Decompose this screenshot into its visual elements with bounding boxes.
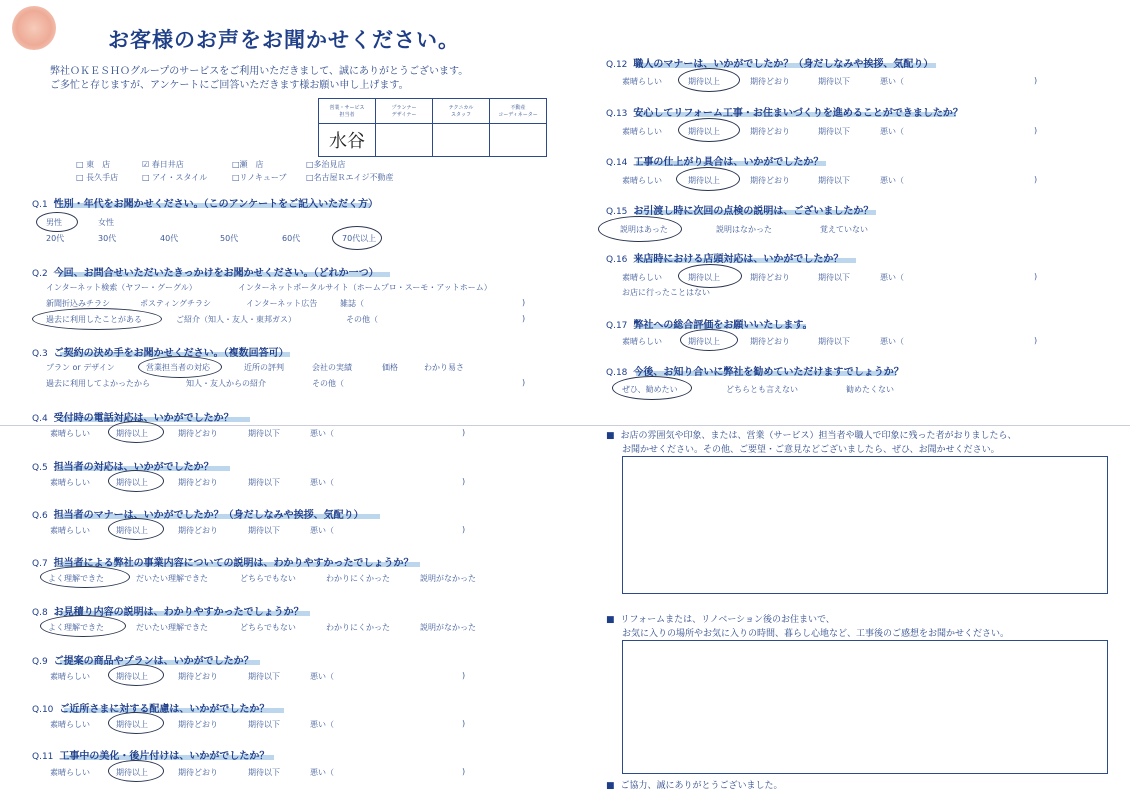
q2-past-use[interactable]: 過去に利用したことがある <box>46 315 142 324</box>
q3-reputation[interactable]: 近所の評判 <box>244 363 284 372</box>
q16-opt-never-visited[interactable]: お店に行ったことはない <box>622 288 710 297</box>
q16-opt-meets[interactable]: 期待どおり <box>750 273 790 282</box>
q11-opt-poor-close: ) <box>462 767 466 776</box>
q9-opt-above[interactable]: 期待以上 <box>116 672 148 681</box>
q11-opt-below[interactable]: 期待以下 <box>248 768 280 777</box>
q9-title: Q.9 ご提案の商品やプランは、いかがでしたか？ <box>32 656 254 667</box>
q3-price[interactable]: 価格 <box>382 363 398 372</box>
q1-male-circle <box>36 212 78 232</box>
staff-sales-cell[interactable] <box>319 124 376 157</box>
q13-opt-poor[interactable]: 悪い（ <box>880 127 904 136</box>
q1-70s-plus[interactable]: 70代以上 <box>342 234 377 243</box>
q11-opt-above[interactable]: 期待以上 <box>116 768 148 777</box>
q2-internet-search[interactable]: インターネット検索（ヤフー・グーグル） <box>46 283 197 292</box>
q6-opt-above[interactable]: 期待以上 <box>116 526 148 535</box>
q11-opt-poor[interactable]: 悪い（ <box>310 768 334 777</box>
q5-opt-poor-close: ) <box>462 477 466 486</box>
q3-other[interactable]: その他（ <box>312 379 344 388</box>
q18-opt-neutral[interactable]: どちらとも言えない <box>726 385 798 394</box>
q17-opt-above[interactable]: 期待以上 <box>688 337 720 346</box>
q3-past-good[interactable]: 過去に利用してよかったから <box>46 379 150 388</box>
q5-opt-meets[interactable]: 期待どおり <box>178 478 218 487</box>
q12-opt-poor-close: ) <box>1034 76 1038 85</box>
q4-opt-meets[interactable]: 期待どおり <box>178 429 218 438</box>
q13-circle <box>678 118 740 142</box>
q5-opt-above[interactable]: 期待以上 <box>116 478 148 487</box>
q18-circle <box>612 376 692 400</box>
intro-line-2: ご多忙と存じますが、アンケートにご回答いただきます様お願い申し上げます。 <box>50 80 409 91</box>
q9-opt-meets[interactable]: 期待どおり <box>178 672 218 681</box>
q5-opt-below[interactable]: 期待以下 <box>248 478 280 487</box>
q7-opt-mostly[interactable]: だいたい理解できた <box>136 574 208 583</box>
q12-circle <box>678 68 740 92</box>
q4-opt-poor-close: ) <box>462 428 466 437</box>
store-kasugai[interactable]: ☑ 春日井店 <box>142 160 184 169</box>
q17-opt-excellent[interactable]: 素晴らしい <box>622 337 662 346</box>
q8-opt-mostly[interactable]: だいたい理解できた <box>136 623 208 632</box>
comment2-textarea[interactable] <box>622 640 1108 774</box>
q16-opt-poor-close: ) <box>1034 272 1038 281</box>
q11-opt-excellent[interactable]: 素晴らしい <box>50 768 90 777</box>
comment1-prompt-line1: ■ お店の雰囲気や印象、または、営業（サービス）担当者や職人で印象に残った者がおりましたら、 <box>606 431 1017 441</box>
q3-track-record[interactable]: 会社の実績 <box>312 363 352 372</box>
q8-circle <box>40 615 126 637</box>
q6-circle <box>108 518 164 540</box>
q14-opt-below[interactable]: 期待以下 <box>818 176 850 185</box>
q10-opt-poor-close: ) <box>462 719 466 728</box>
page-title: お客様のお声をお聞かせください。 <box>108 28 460 52</box>
q4-opt-poor[interactable]: 悪い（ <box>310 429 334 438</box>
q10-opt-above[interactable]: 期待以上 <box>116 720 148 729</box>
q10-circle <box>108 712 164 734</box>
q15-circle <box>598 216 682 242</box>
q4-opt-excellent[interactable]: 素晴らしい <box>50 429 90 438</box>
q1-male[interactable]: 男性 <box>46 218 62 227</box>
comment2-prompt-line2: お気に入りの場所やお気に入りの時間、暮らし心地など、工事後のご感想をお聞かせください。 <box>622 629 1010 639</box>
q11-opt-meets[interactable]: 期待どおり <box>178 768 218 777</box>
q14-opt-excellent[interactable]: 素晴らしい <box>622 176 662 185</box>
q2-newspaper-flyer[interactable]: 新聞折込みチラシ <box>46 299 110 308</box>
q2-internet-ad[interactable]: インターネット広告 <box>246 299 318 308</box>
q8-opt-neutral[interactable]: どちらでもない <box>240 623 296 632</box>
q16-title: Q.16 来店時における店頭対応は、いかがでしたか？ <box>606 254 844 265</box>
q17-title: Q.17 弊社への総合評価をお願いいたします。 <box>606 320 813 331</box>
q13-opt-above[interactable]: 期待以上 <box>688 127 720 136</box>
q3-sales-rep-circle <box>138 356 222 378</box>
fold-line <box>0 425 1130 426</box>
q9-circle <box>108 664 164 686</box>
staff-planner-cell[interactable] <box>376 124 433 157</box>
q5-circle <box>108 470 164 492</box>
q2-other[interactable]: その他（ <box>346 315 378 324</box>
q6-opt-excellent[interactable]: 素晴らしい <box>50 526 90 535</box>
q14-opt-meets[interactable]: 期待どおり <box>750 176 790 185</box>
q18-opt-not-recommend[interactable]: 勧めたくない <box>846 385 894 394</box>
q8-title: Q.8 お見積り内容の説明は、わかりやすかったでしょうか？ <box>32 607 304 618</box>
q9-opt-poor[interactable]: 悪い（ <box>310 672 334 681</box>
q15-opt-dont-remember[interactable]: 覚えていない <box>820 225 868 234</box>
q7-title: Q.7 担当者による弊社の事業内容についての説明は、わかりやすかったでしょうか？ <box>32 558 414 569</box>
q13-opt-excellent[interactable]: 素晴らしい <box>622 127 662 136</box>
staff-header-planner: プランナー デザイナー <box>376 99 433 124</box>
q2-other-close: ) <box>522 314 526 323</box>
q2-referral[interactable]: ご紹介（知人・友人・東邦ガス） <box>176 315 296 324</box>
q4-title: Q.4 受付時の電話対応は、いかがでしたか？ <box>32 413 234 424</box>
q7-opt-understood[interactable]: よく理解できた <box>48 574 104 583</box>
q1-70s-circle <box>332 226 382 250</box>
q4-opt-below[interactable]: 期待以下 <box>248 429 280 438</box>
q13-opt-meets[interactable]: 期待どおり <box>750 127 790 136</box>
q2-title: Q.2 今回、お問合せいただいたきっかけをお聞かせください。（どれか一つ） <box>32 268 379 279</box>
q17-opt-poor[interactable]: 悪い（ <box>880 337 904 346</box>
q16-opt-below[interactable]: 期待以下 <box>818 273 850 282</box>
q2-magazine-close: ) <box>522 298 526 307</box>
q5-opt-excellent[interactable]: 素晴らしい <box>50 478 90 487</box>
q14-circle <box>676 167 740 191</box>
q10-title: Q.10 ご近所さまに対する配慮は、いかがでしたか？ <box>32 704 270 715</box>
q17-opt-meets[interactable]: 期待どおり <box>750 337 790 346</box>
q5-opt-poor[interactable]: 悪い（ <box>310 478 334 487</box>
q7-opt-neutral[interactable]: どちらでもない <box>240 574 296 583</box>
q9-opt-below[interactable]: 期待以下 <box>248 672 280 681</box>
q17-opt-below[interactable]: 期待以下 <box>818 337 850 346</box>
q10-opt-excellent[interactable]: 素晴らしい <box>50 720 90 729</box>
staff-header-realestate: 不動産 コーディネーター <box>490 99 547 124</box>
comment1-textarea[interactable] <box>622 456 1108 594</box>
comment2-prompt-line1: ■ リフォームまたは、リノベーション後のお住まいで、 <box>606 615 835 625</box>
q15-opt-explained[interactable]: 説明はあった <box>620 225 668 234</box>
q4-circle <box>108 421 164 443</box>
q9-opt-excellent[interactable]: 素晴らしい <box>50 672 90 681</box>
store-seto[interactable]: □瀬 店 <box>232 160 264 169</box>
q1-20s[interactable]: 20代 <box>46 234 65 243</box>
q1-30s[interactable]: 30代 <box>98 234 117 243</box>
q8-opt-unclear[interactable]: わかりにくかった <box>326 623 390 632</box>
q3-title: Q.3 ご契約の決め手をお聞かせください。（複数回答可） <box>32 348 289 359</box>
q18-opt-recommend[interactable]: ぜひ、勧めたい <box>622 385 678 394</box>
q13-title: Q.13 安心してリフォーム工事・お住まいづくりを進めることができましたか？ <box>606 108 963 119</box>
staff-technical-cell[interactable] <box>433 124 490 157</box>
q2-posting-flyer[interactable]: ポスティングチラシ <box>140 299 212 308</box>
q11-circle <box>108 760 164 782</box>
q10-opt-below[interactable]: 期待以下 <box>248 720 280 729</box>
q1-female[interactable]: 女性 <box>98 218 114 227</box>
q2-magazine[interactable]: 雑誌（ <box>340 299 364 308</box>
q1-title: Q.1 性別・年代をお聞かせください。（このアンケートをご記入いただく方） <box>32 199 379 210</box>
company-seal <box>12 6 56 50</box>
staff-realestate-cell[interactable] <box>490 124 547 157</box>
q17-circle <box>680 329 738 351</box>
q4-opt-above[interactable]: 期待以上 <box>116 429 148 438</box>
q12-opt-above[interactable]: 期待以上 <box>688 77 720 86</box>
q3-plan-design[interactable]: プラン or デザイン <box>46 363 115 372</box>
q13-opt-below[interactable]: 期待以下 <box>818 127 850 136</box>
q12-opt-poor[interactable]: 悪い（ <box>880 77 904 86</box>
store-nagoya-r-age[interactable]: □名古屋Ｒエイジ不動産 <box>306 173 394 182</box>
thanks-line: ■ ご協力、誠にありがとうございました。 <box>606 781 783 791</box>
q8-opt-none[interactable]: 説明がなかった <box>420 623 476 632</box>
q16-opt-poor[interactable]: 悪い（ <box>880 273 904 282</box>
q16-opt-above[interactable]: 期待以上 <box>688 273 720 282</box>
staff-header-technical: テクニカル スタッフ <box>433 99 490 124</box>
q15-title: Q.15 お引渡し時に次回の点検の説明は、ございましたか？ <box>606 206 874 217</box>
q16-opt-excellent[interactable]: 素晴らしい <box>622 273 662 282</box>
q13-opt-poor-close: ) <box>1034 126 1038 135</box>
q6-opt-poor[interactable]: 悪い（ <box>310 526 334 535</box>
store-renocube[interactable]: □リノキューブ <box>232 173 287 182</box>
q12-opt-below[interactable]: 期待以下 <box>818 77 850 86</box>
sales-signature: 水谷 <box>329 131 365 152</box>
q3-acquaintance[interactable]: 知人・友人からの紹介 <box>186 379 266 388</box>
q14-opt-poor[interactable]: 悪い（ <box>880 176 904 185</box>
q3-sales-rep[interactable]: 営業担当者の対応 <box>146 363 210 372</box>
q14-opt-poor-close: ) <box>1034 175 1038 184</box>
q18-title: Q.18 今後、お知り合いに弊社を勧めていただけますでしょうか？ <box>606 367 904 378</box>
store-nagakute[interactable]: □ 長久手店 <box>76 173 119 182</box>
q10-opt-poor[interactable]: 悪い（ <box>310 720 334 729</box>
store-higashi[interactable]: □ 東 店 <box>76 160 111 169</box>
q6-title: Q.6 担当者のマナーは、いかがでしたか？（身だしなみや挨拶、気配り） <box>32 510 364 521</box>
q7-circle <box>40 566 130 588</box>
q17-opt-poor-close: ) <box>1034 336 1038 345</box>
q9-opt-poor-close: ) <box>462 671 466 680</box>
q6-opt-below[interactable]: 期待以下 <box>248 526 280 535</box>
q11-title: Q.11 工事中の美化・後片付けは、いかがでしたか？ <box>32 751 270 762</box>
store-i-style[interactable]: □ アイ・スタイル <box>142 173 208 182</box>
q15-opt-not-explained[interactable]: 説明はなかった <box>716 225 772 234</box>
q1-40s[interactable]: 40代 <box>160 234 179 243</box>
q2-past-use-circle <box>32 308 162 330</box>
q6-opt-meets[interactable]: 期待どおり <box>178 526 218 535</box>
q14-title: Q.14 工事の仕上がり具合は、いかがでしたか？ <box>606 157 824 168</box>
q12-opt-meets[interactable]: 期待どおり <box>750 77 790 86</box>
q3-other-close: ) <box>522 378 526 387</box>
q1-60s[interactable]: 60代 <box>282 234 301 243</box>
q3-clarity[interactable]: わかり易さ <box>424 363 464 372</box>
q12-opt-excellent[interactable]: 素晴らしい <box>622 77 662 86</box>
q5-title: Q.5 担当者の対応は、いかがでしたか？ <box>32 462 214 473</box>
store-tajimi[interactable]: □多治見店 <box>306 160 346 169</box>
intro-line-1: 弊社ＯＫＥＳＨＯグループのサービスをご利用いただきまして、誠にありがとうございます。 <box>50 66 469 77</box>
q2-portal-site[interactable]: インターネットポータルサイト（ホームプロ・スーモ・アットホーム） <box>238 283 492 292</box>
q12-title: Q.12 職人のマナーは、いかがでしたか？（身だしなみや挨拶、気配り） <box>606 59 934 70</box>
q14-opt-above[interactable]: 期待以上 <box>688 176 720 185</box>
comment1-prompt-line2: お聞かせください。その他、ご要望・ご意見などございましたら、ぜひ、お聞かせください。 <box>622 445 1000 455</box>
staff-header-sales: 営業・サービス 担当者 <box>319 99 376 124</box>
q10-opt-meets[interactable]: 期待どおり <box>178 720 218 729</box>
q7-opt-unclear[interactable]: わかりにくかった <box>326 574 390 583</box>
q8-opt-understood[interactable]: よく理解できた <box>48 623 104 632</box>
q1-50s[interactable]: 50代 <box>220 234 239 243</box>
q16-circle <box>678 264 742 288</box>
staff-table <box>318 98 547 157</box>
q7-opt-none[interactable]: 説明がなかった <box>420 574 476 583</box>
q6-opt-poor-close: ) <box>462 525 466 534</box>
